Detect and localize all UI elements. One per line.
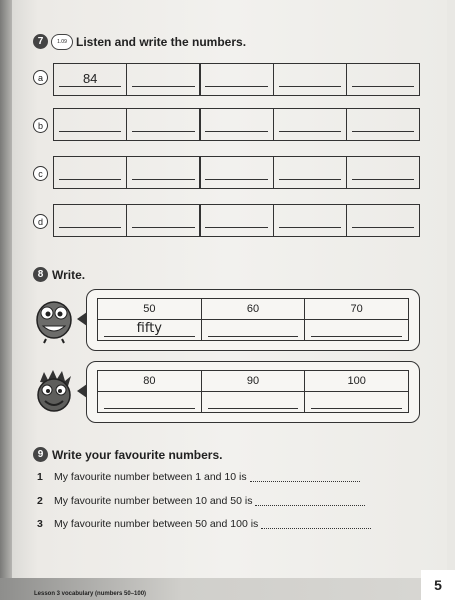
- exercise-9-number: 9: [33, 447, 48, 462]
- word-answer: fifty: [136, 320, 162, 336]
- exercise-7-title: Listen and write the numbers.: [76, 35, 247, 49]
- number-cell: 90: [201, 371, 305, 391]
- word-answer-cell[interactable]: [304, 320, 408, 340]
- number-words-table-2: [97, 370, 409, 413]
- answer-cell[interactable]: [199, 63, 273, 96]
- audio-track-label: 1.09: [57, 39, 67, 45]
- number-cell: 80: [143, 375, 156, 387]
- lesson-label: Lesson 3 vocabulary (numbers 50–100): [34, 591, 147, 597]
- sentence-number: 3: [37, 518, 43, 530]
- sentence-number: 2: [37, 495, 43, 507]
- answer-cell[interactable]: [53, 63, 127, 96]
- sentence-text: My favourite number between 1 and 10 is: [54, 471, 247, 483]
- word-answer-cell[interactable]: [201, 392, 305, 412]
- answer-value: 84: [82, 71, 98, 86]
- spiky-monster-icon: [34, 368, 74, 416]
- audio-track-icon: [51, 34, 73, 50]
- answer-cell[interactable]: [53, 156, 127, 189]
- number-cell: 70: [304, 299, 408, 319]
- exercise-7-number: 7: [33, 34, 48, 49]
- answer-cell[interactable]: [53, 108, 127, 141]
- answer-cell[interactable]: [199, 204, 273, 237]
- answer-grid-row-c: [53, 156, 419, 189]
- number-cell: 60: [201, 299, 305, 319]
- word-answer-cell[interactable]: [98, 392, 201, 412]
- answer-cell[interactable]: [273, 156, 347, 189]
- exercise-9-title: Write your favourite numbers.: [52, 448, 223, 462]
- answer-grid-row-d: [53, 204, 419, 237]
- sentence-1: [37, 471, 360, 483]
- word-answer-cell[interactable]: [201, 320, 305, 340]
- number-words-table-1: [97, 298, 409, 341]
- sentence-number: 1: [37, 471, 43, 483]
- word-answer-cell[interactable]: [304, 392, 408, 412]
- answer-cell[interactable]: [346, 156, 420, 189]
- exercise-8-number: 8: [33, 267, 48, 282]
- page-footer: [0, 578, 455, 600]
- row-letter-a: a: [33, 70, 48, 85]
- answer-cell[interactable]: [273, 108, 347, 141]
- answer-cell[interactable]: [126, 156, 200, 189]
- answer-cell[interactable]: [199, 108, 273, 141]
- answer-grid-row-a: [53, 63, 419, 96]
- page-number: 5: [421, 570, 455, 600]
- answer-blank[interactable]: [261, 518, 371, 529]
- answer-cell[interactable]: [273, 63, 347, 96]
- word-answer-cell[interactable]: [98, 320, 201, 340]
- answer-cell[interactable]: [199, 156, 273, 189]
- sentence-text: My favourite number between 10 and 50 is: [54, 495, 253, 507]
- row-letter-d: d: [33, 214, 48, 229]
- sentence-3: [37, 518, 371, 530]
- green-monster-icon: [34, 296, 74, 344]
- sentence-2: [37, 495, 365, 507]
- number-cell: 100: [304, 371, 408, 391]
- row-letter-b: b: [33, 118, 48, 133]
- answer-cell[interactable]: [126, 204, 200, 237]
- answer-cell[interactable]: [346, 108, 420, 141]
- answer-cell[interactable]: [273, 204, 347, 237]
- speech-bubble-2: [86, 361, 420, 423]
- number-cell: 50: [143, 303, 156, 315]
- answer-cell[interactable]: [126, 63, 200, 96]
- answer-cell[interactable]: [126, 108, 200, 141]
- sentence-text: My favourite number between 50 and 100 is: [54, 518, 259, 530]
- answer-blank[interactable]: [250, 471, 360, 482]
- answer-cell[interactable]: [346, 204, 420, 237]
- row-letter-c: c: [33, 166, 48, 181]
- answer-grid-row-b: [53, 108, 419, 141]
- answer-blank[interactable]: [255, 495, 365, 506]
- answer-cell[interactable]: [53, 204, 127, 237]
- speech-bubble-1: [86, 289, 420, 351]
- answer-cell[interactable]: [346, 63, 420, 96]
- exercise-8-title: Write.: [52, 268, 86, 282]
